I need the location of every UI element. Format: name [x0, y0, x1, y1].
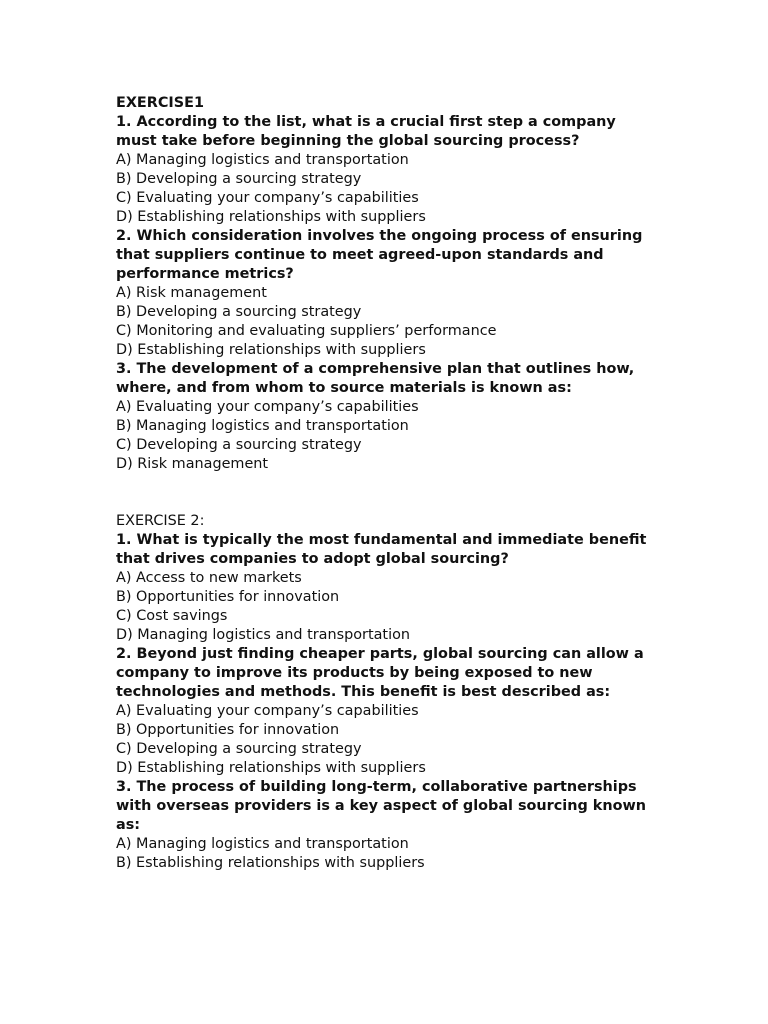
answer-option: A) Managing logistics and transportation: [116, 836, 409, 852]
question-prompt: 2. Beyond just finding cheaper parts, global sourcing can allow a company to improve its products by being exposed to new technologies and methods. This benefit is best described as:: [116, 646, 644, 700]
answer-option: C) Evaluating your company’s capabilities: [116, 190, 419, 206]
answer-option: B) Opportunities for innovation: [116, 722, 340, 738]
document-page: [116, 94, 656, 873]
answer-option: A) Access to new markets: [116, 570, 302, 586]
question-prompt: 2. Which consideration involves the ongoing process of ensuring that suppliers continue to meet agreed-upon standards and performance metrics?: [116, 228, 643, 282]
answer-option: B) Opportunities for innovation: [116, 589, 340, 605]
question-block: [116, 531, 656, 645]
exercise-title: EXERCISE1: [116, 95, 204, 111]
answer-option: D) Risk management: [116, 456, 269, 472]
question-prompt: 1. What is typically the most fundamental and immediate benefit that drives companies to adopt global sourcing?: [116, 532, 647, 567]
answer-option: B) Developing a sourcing strategy: [116, 304, 362, 320]
exercise-title: EXERCISE 2:: [116, 513, 205, 529]
section-spacer: [116, 474, 656, 512]
answer-option: D) Establishing relationships with suppliers: [116, 342, 426, 358]
question-block: [116, 645, 656, 778]
answer-option: B) Developing a sourcing strategy: [116, 171, 362, 187]
question-prompt: 1. According to the list, what is a crucial first step a company must take before beginning the global sourcing process?: [116, 114, 616, 149]
answer-option: C) Developing a sourcing strategy: [116, 437, 362, 453]
answer-option: C) Cost savings: [116, 608, 228, 624]
exercise-1: [116, 94, 656, 474]
question-prompt: 3. The development of a comprehensive plan that outlines how, where, and from whom to source materials is known as:: [116, 361, 635, 396]
answer-option: B) Managing logistics and transportation: [116, 418, 409, 434]
question-block: [116, 227, 656, 360]
question-prompt: 3. The process of building long-term, collaborative partnerships with overseas providers is a key aspect of global sourcing known as:: [116, 779, 647, 833]
answer-option: C) Monitoring and evaluating suppliers’ performance: [116, 323, 497, 339]
answer-option: A) Managing logistics and transportation: [116, 152, 409, 168]
answer-option: B) Establishing relationships with suppliers: [116, 855, 425, 871]
answer-option: A) Evaluating your company’s capabilities: [116, 703, 419, 719]
answer-option: A) Evaluating your company’s capabilities: [116, 399, 419, 415]
exercise-2: [116, 512, 656, 873]
answer-option: A) Risk management: [116, 285, 267, 301]
answer-option: D) Managing logistics and transportation: [116, 627, 410, 643]
answer-option: D) Establishing relationships with suppliers: [116, 209, 426, 225]
answer-option: C) Developing a sourcing strategy: [116, 741, 362, 757]
question-block: [116, 360, 656, 474]
question-block: [116, 113, 656, 227]
answer-option: D) Establishing relationships with suppliers: [116, 760, 426, 776]
question-block: [116, 778, 656, 873]
